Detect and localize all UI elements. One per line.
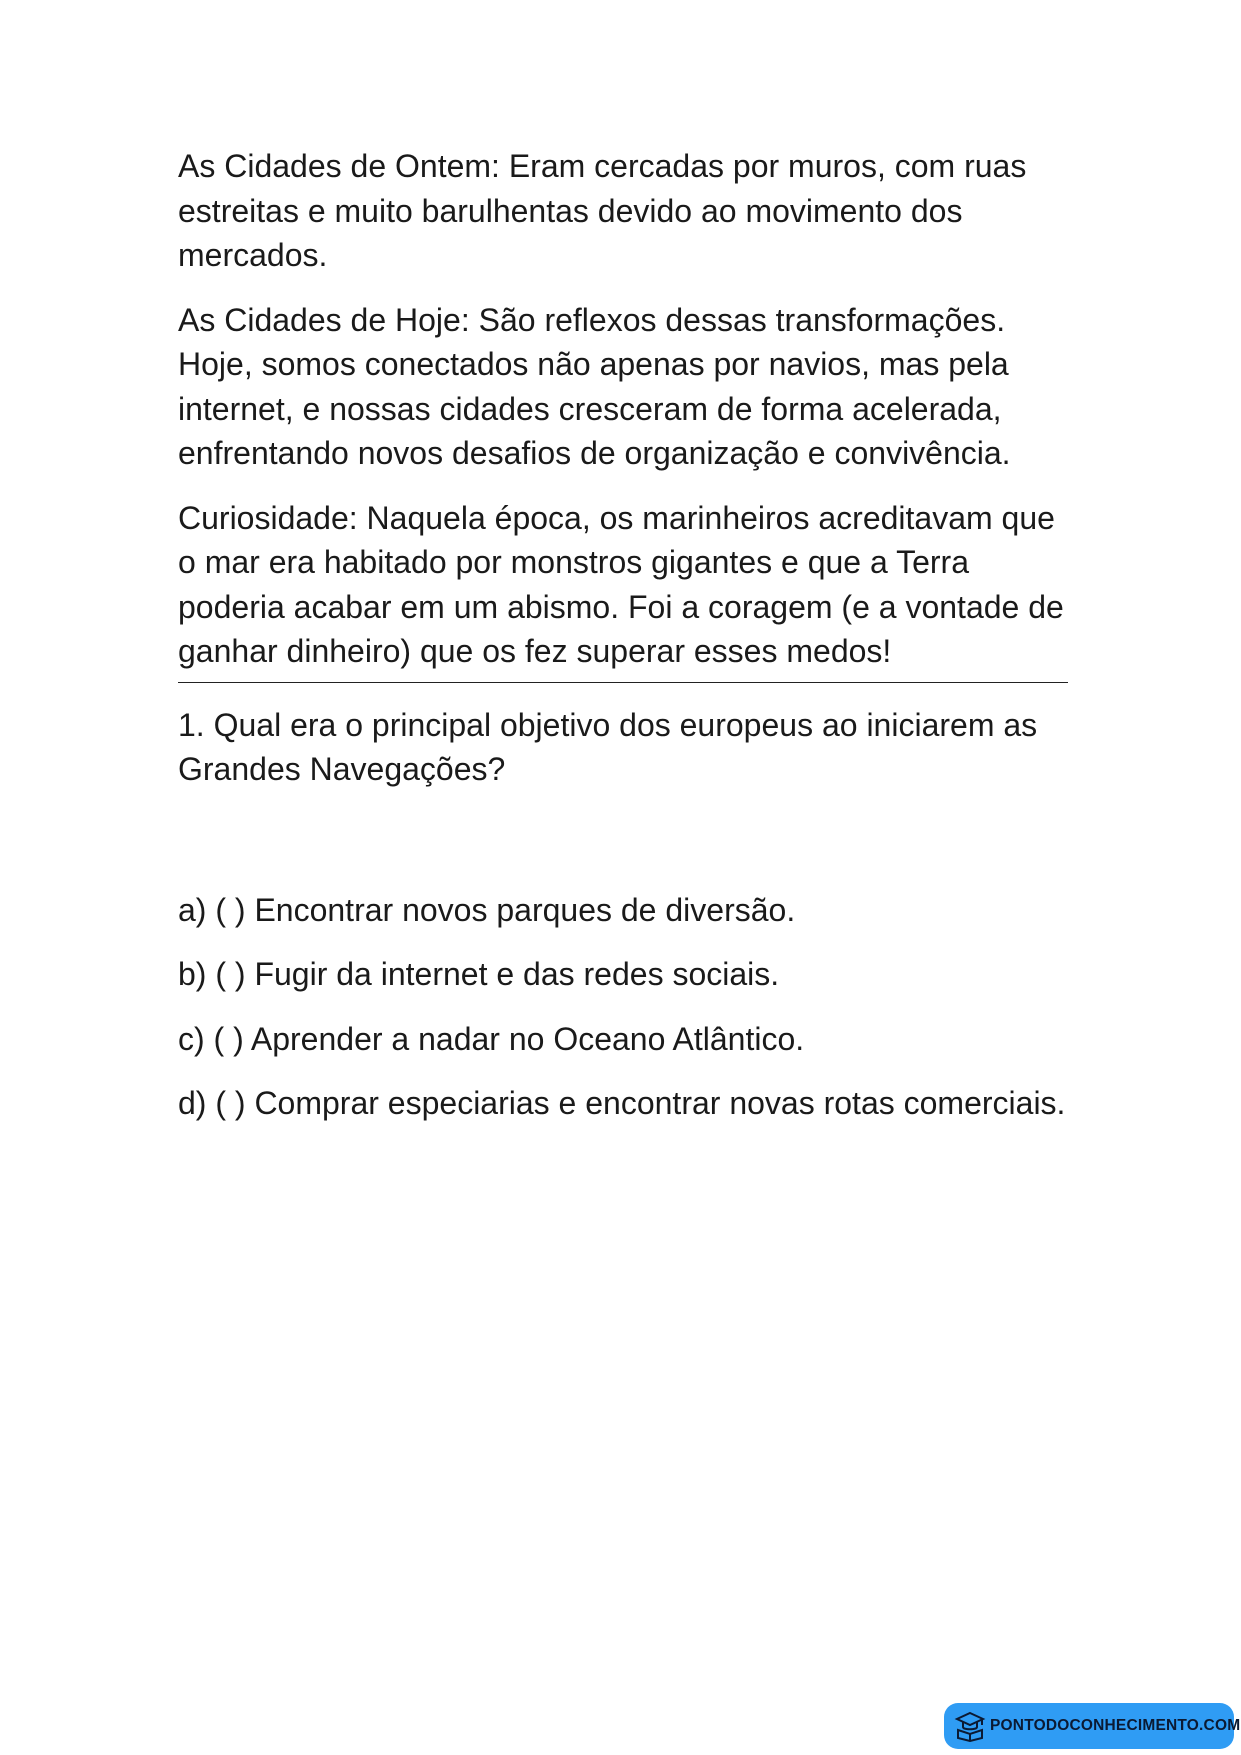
graduate-reading-icon bbox=[954, 1708, 986, 1744]
section-divider bbox=[178, 682, 1068, 683]
option-a[interactable]: a) ( ) Encontrar novos parques de diversão. bbox=[178, 891, 796, 928]
document-page bbox=[178, 144, 1068, 1146]
option-c[interactable]: c) ( ) Aprender a nadar no Oceano Atlântico. bbox=[178, 1020, 805, 1057]
brand-text: PONTODOCONHECIMENTO.COM bbox=[990, 1717, 1241, 1734]
paragraph-cidades-hoje: As Cidades de Hoje: São reflexos dessas transformações. Hoje, somos conectados não apenas por navios, mas pela internet, e nossas cidades cresceram de forma acelerada, enfrentando novos desafios de organização e convivência. bbox=[178, 301, 1011, 471]
option-b[interactable]: b) ( ) Fugir da internet e das redes sociais. bbox=[178, 956, 780, 992]
paragraph-curiosidade: Curiosidade: Naquela época, os marinheiros acreditavam que o mar era habitado por monstros gigantes e que a Terra poderia acabar em um abismo. Foi a coragem (e a vontade de ganhar dinheiro) que os fez superar esses medos! bbox=[178, 499, 1064, 669]
question-text: 1. Qual era o principal objetivo dos europeus ao iniciarem as Grandes Navegações? bbox=[178, 706, 1038, 787]
brand-badge bbox=[944, 1703, 1241, 1749]
answer-options bbox=[178, 888, 1068, 1126]
option-d[interactable]: d) ( ) Comprar especiarias e encontrar novas rotas comerciais. bbox=[178, 1085, 1066, 1121]
paragraph-cidades-ontem: As Cidades de Ontem: Eram cercadas por muros, com ruas estreitas e muito barulhentas devido ao movimento dos mercados. bbox=[178, 148, 1027, 273]
